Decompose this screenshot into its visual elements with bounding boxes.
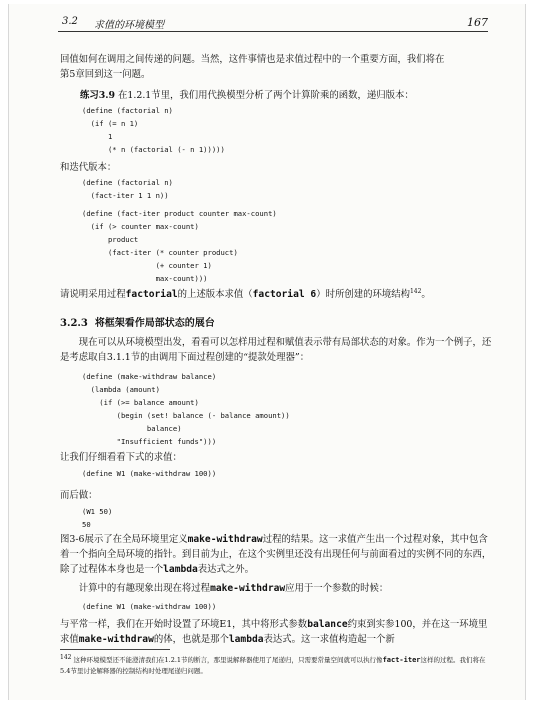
code-define-w1: (define W1 (make-withdraw 100)) — [82, 469, 217, 478]
header-rule — [58, 31, 488, 32]
paragraph-interesting: 计算中的有趣现象出现在将过程make-withdraw应用于一个参数的时候： — [78, 583, 389, 594]
paragraph-env-e1: 与平常一样，我们在开始时设置了环境E1，其中将形式参数balance约束到实参100，并在这一环境里求值make-withdraw的体，也就是那个lambda表达式。这一求值构造起一个新 — [60, 619, 488, 645]
exercise-text: 在1.2.1节里，我们用代换模型分析了两个计算阶乘的函数，递归版本： — [118, 90, 414, 101]
iter-intro: 和迭代版本： — [60, 162, 117, 173]
code-factorial-iter: (define (factorial n) (fact-iter 1 1 n)) — [82, 178, 173, 200]
page-number: 167 — [467, 16, 488, 29]
code-make-withdraw: (define (make-withdraw balance) (lambda (amount) (if (>= balance amount) (begin (set! balance (- balance amount)) balance) "Insufficient funds"))) — [82, 372, 290, 446]
footnote-number: 142 — [60, 653, 72, 661]
exercise-label: 练习3.9 — [80, 90, 116, 101]
exercise-3-9 — [80, 88, 492, 103]
footnote: $^{142}$ 这种环境模型还不能澄清我们在1.2.1节的断言，那里说解释器使用了尾递归，只需要常量空间就可以执行像fact-iter这样的过程。我们将在5.4节里讨论解释器的控制结构时处理尾递归问题。 — [60, 653, 486, 675]
code-fact-iter: (define (fact-iter product counter max-count) (if (> counter max-count) product (fact-iter (* counter product) (+ counter 1) max-count))) — [82, 209, 277, 283]
paragraph-state: 现在可以从环境模型出发，看看可以怎样用过程和赋值表示带有局部状态的对象。作为一个例子，还是考虑取自3.1.1节的由调用下面过程创建的“提款处理器”： — [60, 337, 492, 363]
section-title: 求值的环境模型 — [94, 20, 164, 31]
footnote-rule — [60, 649, 170, 650]
paragraph-intro: 回值如何在调用之间传递的问题。当然，这件事情也是求值过程中的一个重要方面，我们将在 第5章回到这一问题。 — [60, 54, 445, 80]
code-define-w1-again: (define W1 (make-withdraw 100)) — [82, 602, 217, 611]
code-call-w1: (W1 50) 50 — [82, 507, 113, 529]
running-header — [58, 16, 488, 32]
question-text: 请说明采用过程factorial的上述版本求值（factorial 6）时所创建的环境结构$^{142}$。 — [60, 287, 431, 300]
code-factorial-recursive: (define (factorial n) (if (= n 1) 1 (* n (factorial (- n 1))))) — [82, 106, 225, 154]
let-line: 让我们仔细看看下式的求值： — [60, 452, 182, 463]
section-number: 3.2 — [62, 16, 78, 27]
paragraph-figure: 图3-6展示了在全局环境里定义make-withdraw过程的结果。这一求值产生出一个过程对象，其中包含着一个指向全局环境的指针。到目前为止，在这个实例里还没有出现任何与前面看过的实例不同的东西，除了过程体本身也是一个lambda表达式之外。 — [60, 534, 492, 575]
section-heading: 3.2.3 将框架看作局部状态的展台 — [60, 318, 215, 329]
footnote-ref: 142 — [409, 287, 422, 295]
then-line: 而后做： — [60, 490, 98, 501]
